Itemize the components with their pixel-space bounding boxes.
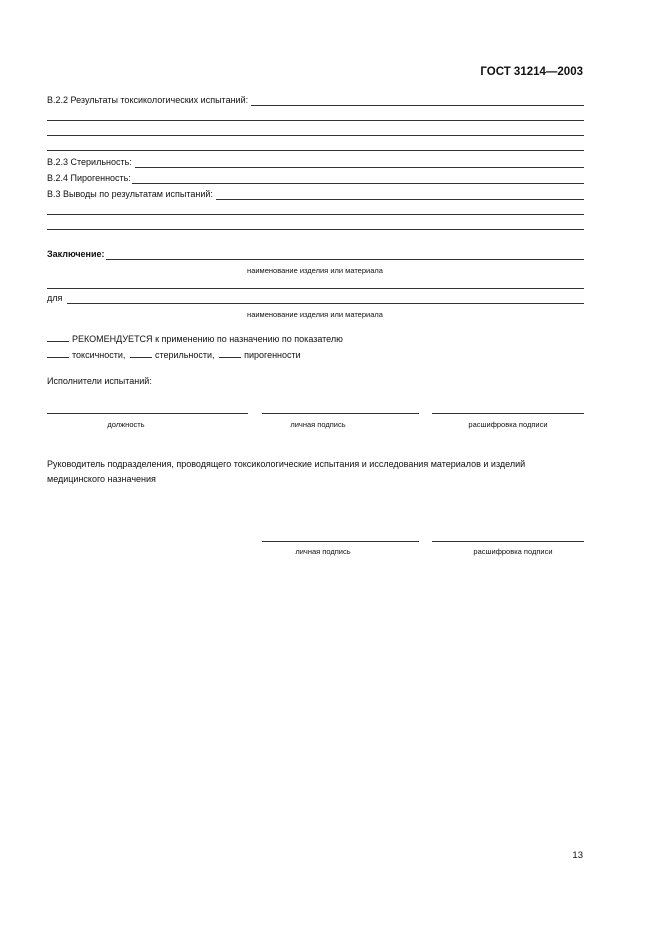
head-signature-field[interactable] [262, 541, 419, 542]
performers-position-field[interactable] [47, 413, 248, 414]
recommendation-line [47, 333, 343, 345]
performers-label: Исполнители испытаний: [47, 376, 152, 386]
section-b22-field[interactable] [251, 97, 584, 106]
section-b22-line-2[interactable] [47, 135, 584, 136]
section-b24-field[interactable] [132, 175, 584, 184]
section-b3-line-1[interactable] [47, 214, 584, 215]
for-label: для [47, 293, 63, 303]
performers-caption-decoding: расшифровка подписи [468, 420, 548, 429]
section-b24-label: В.2.4 Пирогенность: [47, 173, 131, 183]
performers-caption-signature: личная подпись [290, 420, 346, 429]
conclusion-caption-2: наименование изделия или материала [247, 310, 383, 319]
section-b22-row [47, 95, 584, 106]
indicator-toxicity: токсичности, [72, 350, 126, 360]
performers-caption-position: должность [107, 420, 145, 429]
section-b3-label: В.3 Выводы по результатам испытаний: [47, 189, 213, 199]
conclusion-line[interactable] [47, 288, 584, 289]
conclusion-row [47, 249, 584, 260]
section-b24-row [47, 173, 584, 184]
section-b22-line-1[interactable] [47, 120, 584, 121]
conclusion-field[interactable] [106, 251, 584, 260]
head-caption-signature: личная подпись [295, 547, 351, 556]
sterility-blank[interactable] [130, 349, 152, 358]
section-b23-field[interactable] [135, 159, 584, 168]
conclusion-label: Заключение: [47, 249, 105, 259]
pyrogenicity-blank[interactable] [219, 349, 241, 358]
section-b3-line-2[interactable] [47, 229, 584, 230]
section-b23-label: В.2.3 Стерильность: [47, 157, 132, 167]
indicator-sterility: стерильности, [154, 350, 215, 360]
indicators-line [47, 349, 301, 361]
recommended-blank[interactable] [47, 333, 69, 342]
performers-decoding-field[interactable] [432, 413, 584, 414]
performers-signature-field[interactable] [262, 413, 419, 414]
indicator-pyrogenicity: пирогенности [244, 350, 301, 360]
recommended-rest: к применению по назначению по показателю [152, 334, 343, 344]
head-decoding-field[interactable] [432, 541, 584, 542]
section-b3-row [47, 189, 584, 200]
for-row [47, 293, 584, 304]
toxicity-blank[interactable] [47, 349, 69, 358]
standard-id: ГОСТ 31214—2003 [480, 66, 583, 78]
section-b3-field[interactable] [216, 191, 584, 200]
head-label-line-2: медицинского назначения [47, 474, 156, 484]
head-label-line-1: Руководитель подразделения, проводящего токсикологические испытания и исследования материалов и изделий [47, 459, 526, 469]
recommended-prefix: РЕКОМЕНДУЕТСЯ [72, 334, 153, 344]
for-field[interactable] [67, 295, 584, 304]
page-number: 13 [572, 850, 583, 861]
head-caption-decoding: расшифровка подписи [473, 547, 553, 556]
conclusion-caption-1: наименование изделия или материала [247, 266, 383, 275]
section-b22-label: В.2.2 Результаты токсикологических испытаний: [47, 95, 249, 105]
section-b23-row [47, 157, 584, 168]
section-b22-line-3[interactable] [47, 150, 584, 151]
